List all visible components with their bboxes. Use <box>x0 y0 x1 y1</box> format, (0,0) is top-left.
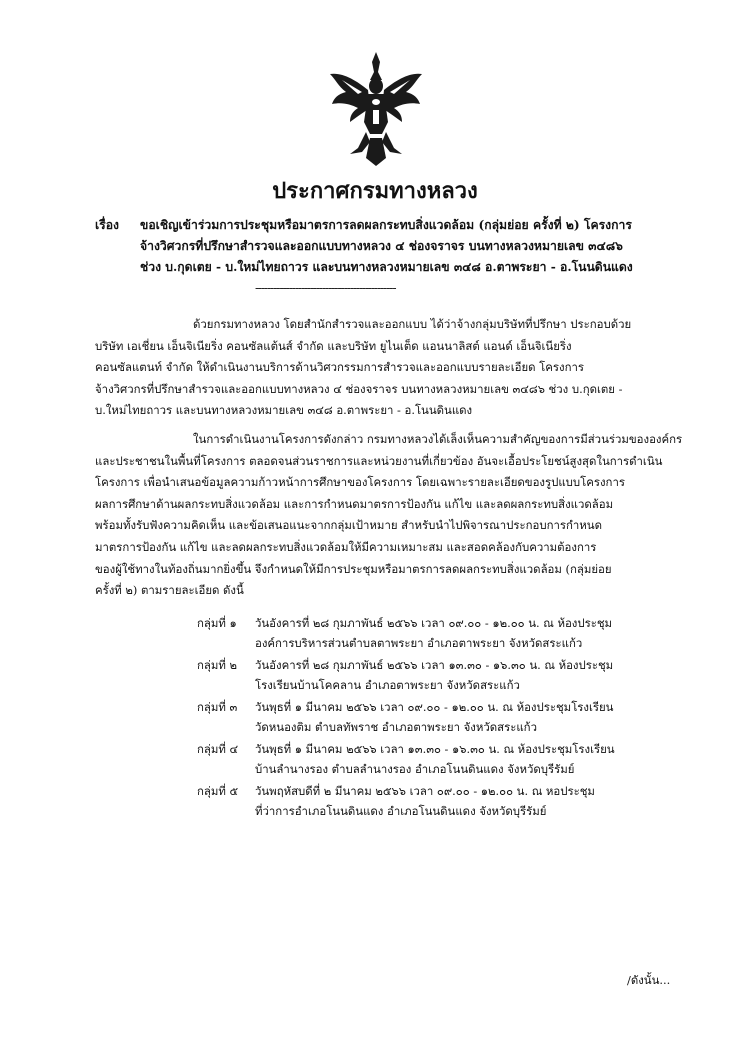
group-detail-line: โรงเรียนบ้านโคคลาน อำเภอตาพระยา จังหวัดสระแก้ว <box>255 677 520 692</box>
group-label: กลุ่มที่ ๒ <box>197 658 238 673</box>
meeting-group <box>197 740 687 780</box>
meeting-group <box>197 656 687 696</box>
subject-label: เรื่อง <box>95 218 119 232</box>
paragraph-line: บริษัท เอเชี่ยน เอ็นจิเนียริ่ง คอนซัลแต้นส์ จำกัด และบริษัท ยูไนเต็ด แอนนาลิสต์ แอนด์ เอ็นจิเนียริ่ง <box>95 338 572 353</box>
group-detail-line: วันพุธที่ ๑ มีนาคม ๒๕๖๖ เวลา ๐๙.๐๐ - ๑๒.๐๐ น. ณ ห้องประชุมโรงเรียน <box>255 700 614 715</box>
meeting-group <box>197 698 687 738</box>
subject-line: ช่วง บ.กุดเตย - บ.ใหม่ไทยถาวร และบนทางหลวงหมายเลข ๓๔๘ อ.ตาพระยา - อ.โนนดินแดง <box>140 260 633 274</box>
paragraph-line: ในการดำเนินงานโครงการดังกล่าว กรมทางหลวงได้เล็งเห็นความสำคัญของการมีส่วนร่วมขององค์กร <box>193 432 683 446</box>
group-detail-line: วัดหนองติม ตำบลทัพราช อำเภอตาพระยา จังหวัดสระแก้ว <box>255 719 537 734</box>
garuda-emblem-icon <box>328 50 424 168</box>
paragraph-line: บ.ใหม่ไทยถาวร และบนทางหลวงหมายเลข ๓๔๘ อ.ตาพระยา - อ.โนนดินแดง <box>95 403 473 418</box>
paragraph-line: โครงการ เพื่อนำเสนอข้อมูลความก้าวหน้าการศึกษาของโครงการ โดยเฉพาะรายละเอียดของรูปแบบโครงการ <box>95 475 625 490</box>
paragraph-line: จ้างวิศวกรที่ปรึกษาสำรวจและออกแบบทางหลวง ๔ ช่องจราจร บนทางหลวงหมายเลข ๓๔๘๖ ช่วง บ.กุดเตย - <box>95 381 623 396</box>
paragraph-line: คอนซัลแตนท์ จำกัด ให้ดำเนินงานบริการด้านวิศวกรรมการสำรวจและออกแบบรายละเอียด โครงการ <box>95 360 584 375</box>
group-detail-line: วันอังคารที่ ๒๘ กุมภาพันธ์ ๒๕๖๖ เวลา ๑๓.๓๐ - ๑๖.๓๐ น. ณ ห้องประชุม <box>255 658 614 673</box>
meeting-group-list <box>197 614 687 824</box>
paragraph-line: และประชาชนในพื้นที่โครงการ ตลอดจนส่วนราชการและหน่วยงานที่เกี่ยวข้อง อันจะเอื้อประโยชน์สูงสุดในการดำเนิน <box>95 453 663 468</box>
group-label: กลุ่มที่ ๕ <box>197 784 239 799</box>
group-detail-line: องค์การบริหารส่วนตำบลตาพระยา อำเภอตาพระยา จังหวัดสระแก้ว <box>255 635 583 650</box>
meeting-group <box>197 782 687 822</box>
paragraph-line: ด้วยกรมทางหลวง โดยสำนักสำรวจและออกแบบ ได้ว่าจ้างกลุ่มบริษัทที่ปรึกษา ประกอบด้วย <box>193 317 632 331</box>
meeting-group <box>197 614 687 654</box>
group-detail-line: ที่ว่าการอำเภอโนนดินแดง อำเภอโนนดินแดง จังหวัดบุรีรัมย์ <box>255 804 547 819</box>
divider-line: ---------------------------------------------- <box>255 281 396 295</box>
group-detail-line: วันพฤหัสบดีที่ ๒ มีนาคม ๒๕๖๖ เวลา ๐๙.๐๐ - ๑๒.๐๐ น. ณ หอประชุม <box>255 784 595 799</box>
paragraph-line: มาตรการป้องกัน แก้ไข และลดผลกระทบสิ่งแวดล้อมให้มีความเหมาะสม และสอดคล้องกับความต้องการ <box>95 539 597 554</box>
paragraph-line: ครั้งที่ ๒) ตามรายละเอียด ดังนี้ <box>95 583 244 598</box>
subject-line: จ้างวิศวกรที่ปรึกษาสำรวจและออกแบบทางหลวง ๔ ช่องจราจร บนทางหลวงหมายเลข ๓๔๘๖ <box>140 239 623 253</box>
paragraph-intro <box>95 314 685 422</box>
paragraph-line: ผลการศึกษาด้านผลกระทบสิ่งแวดล้อม และการกำหนดมาตรการป้องกัน แก้ไข และลดผลกระทบสิ่งแวดล้อม <box>95 496 614 511</box>
group-label: กลุ่มที่ ๔ <box>197 742 239 757</box>
group-detail-line: บ้านลำนางรอง ตำบลลำนางรอง อำเภอโนนดินแดง จังหวัดบุรีรัมย์ <box>255 762 575 777</box>
paragraph-line: ของผู้ใช้ทางในท้องถิ่นมากยิ่งขึ้น จึงกำหนดให้มีการประชุมหรือมาตรการลดผลกระทบสิ่งแวดล้อม (กลุ่มย่อย <box>95 561 612 576</box>
subject-line: ขอเชิญเข้าร่วมการประชุมหรือมาตรการลดผลกระทบสิ่งแวดล้อม (กลุ่มย่อย ครั้งที่ ๒) โครงการ <box>140 218 632 232</box>
paragraph-details <box>95 429 685 602</box>
group-detail-line: วันอังคารที่ ๒๘ กุมภาพันธ์ ๒๕๖๖ เวลา ๐๙.๐๐ - ๑๒.๐๐ น. ณ ห้องประชุม <box>255 616 613 630</box>
group-label: กลุ่มที่ ๓ <box>197 700 238 715</box>
group-detail-line: วันพุธที่ ๑ มีนาคม ๒๕๖๖ เวลา ๑๓.๓๐ - ๑๖.๓๐ น. ณ ห้องประชุมโรงเรียน <box>255 742 615 757</box>
paragraph-line: พร้อมทั้งรับฟังความคิดเห็น และข้อเสนอแนะจากกลุ่มเป้าหมาย สำหรับนำไปพิจารณาประกอบการกำหนด <box>95 518 602 533</box>
document-title: ประกาศกรมทางหลวง <box>272 178 478 204</box>
group-label: กลุ่มที่ ๑ <box>197 616 237 630</box>
continuation-note: /ดังนั้น... <box>627 973 671 987</box>
